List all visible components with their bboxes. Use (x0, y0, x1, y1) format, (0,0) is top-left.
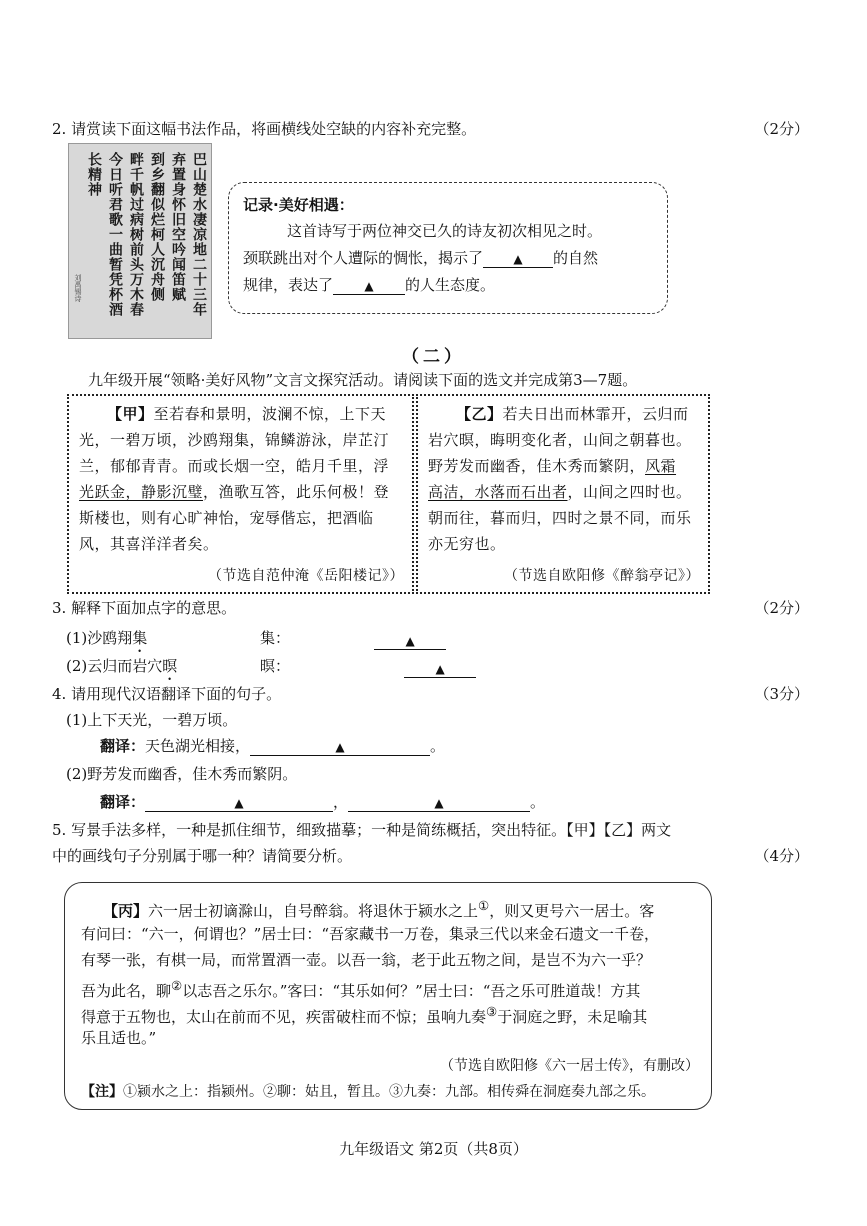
yi-line (428, 402, 700, 426)
jia-line: 兰，郁郁青青。而或长烟一空，皓月千里，浮 (79, 457, 390, 475)
q4-sentence-1: (1)上下天光，一碧万顷。 (66, 711, 238, 729)
q3-item-key: 暝： (260, 657, 291, 675)
bing-text: 得意于五物也，太山在前而不见，疾雷破柱而不惊；虽响九奏 (81, 1008, 487, 1026)
yi-line (428, 454, 700, 478)
bing-notes (81, 1079, 699, 1105)
translation-given: 天色湖光相接， (145, 737, 251, 755)
bing-line (81, 999, 699, 1025)
answer-blank[interactable] (483, 249, 553, 268)
q3-item (66, 627, 809, 649)
yi-line: 岩穴暝，晦明变化者，山间之朝暮也。 (428, 431, 692, 449)
record-box (228, 182, 668, 314)
triangle-marker-icon: ▲ (405, 634, 415, 648)
yi-source: （节选自欧阳修《醉翁亭记》） (504, 568, 700, 584)
translation-label: 翻译： (100, 737, 146, 755)
jia-source: （节选自范仲淹《岳阳楼记》） (208, 568, 404, 584)
q4-translation-2 (100, 791, 809, 813)
yi-text: 若夫日出而林霏开，云归而 (502, 405, 689, 423)
jia-line (79, 480, 404, 504)
triangle-marker-icon: ▲ (234, 796, 244, 810)
record-line-3-end: 的人生态度。 (405, 276, 496, 294)
jia-line: 光，一碧万顷，沙鸥翔集，锦鳞游泳，岸芷汀 (79, 431, 390, 449)
yi-underlined-sentence: 风霜 (645, 457, 677, 475)
jia-text: 至若春和景明，波澜不惊，上下天 (153, 405, 387, 423)
answer-blank[interactable] (145, 793, 333, 812)
q3-item-key: 集： (260, 629, 291, 647)
q3-text: 3. 解释下面加点字的意思。 (52, 599, 237, 617)
translation-comma: ， (333, 793, 349, 811)
passage-bing (64, 882, 712, 1110)
answer-blank[interactable] (333, 276, 405, 295)
bing-label: 【丙】 (103, 902, 149, 920)
page-footer: 九年级语文 第2页（共8页） (339, 1140, 528, 1158)
jia-text: ，渔歌互答，此乐何极！登 (203, 483, 390, 501)
jia-line (79, 402, 404, 426)
calligraphy-signature: 刘禹锡诗 (74, 274, 82, 302)
footnote-marker: ③ (486, 1004, 498, 1019)
calligraphy-column: 巴山楚水凄凉地二十三年 (191, 152, 207, 317)
record-line-3-start: 规律，表达了 (243, 276, 334, 294)
triangle-marker-icon: ▲ (335, 740, 345, 754)
calligraphy-column: 弃置身怀旧空吟闻笛赋 (170, 152, 186, 302)
bing-text: 吾为此名，聊 (81, 982, 172, 1000)
passage-yi (416, 394, 710, 594)
q4-prompt (52, 683, 809, 705)
q3-prompt (52, 597, 809, 619)
yi-text: 野芳发而幽香，佳木秀而繁阴， (428, 457, 646, 475)
answer-blank[interactable] (404, 659, 476, 678)
bing-text: ，则又更号六一居士。客 (489, 902, 655, 920)
record-line-2-end: 的自然 (553, 249, 599, 267)
note-label: 【注】 (81, 1084, 123, 1100)
jia-line: 斯楼也，则有心旷神怡，宠辱偕忘，把酒临 (79, 509, 374, 527)
calligraphy-artwork (68, 143, 212, 339)
record-line-2 (243, 246, 657, 270)
triangle-marker-icon: ▲ (434, 796, 444, 810)
q3-item-num: (2) (66, 657, 88, 675)
calligraphy-column: 畔千帆过病树前头万木春 (128, 152, 144, 317)
q2-text: 2. 请赏读下面这幅书法作品，将画横线处空缺的内容补充完整。 (52, 120, 477, 138)
answer-blank[interactable] (374, 631, 446, 650)
q3-points: （2分） (754, 599, 809, 617)
yi-line: 朝而往，暮而归，四时之景不同，而乐 (428, 509, 692, 527)
q4-points: （3分） (754, 685, 809, 703)
translation-end: 。 (430, 737, 446, 755)
calligraphy-column: 到乡翻似烂柯人沉舟侧 (149, 152, 165, 302)
q5-points: （4分） (754, 847, 809, 865)
triangle-marker-icon: ▲ (364, 279, 374, 293)
bing-line (81, 893, 699, 919)
triangle-marker-icon: ▲ (513, 252, 523, 266)
answer-blank[interactable] (348, 793, 530, 812)
q5-text: 中的画线句子分别属于哪一种？请简要分析。 (52, 847, 353, 865)
triangle-marker-icon: ▲ (435, 662, 445, 676)
answer-blank[interactable] (250, 737, 430, 756)
yi-underlined-sentence: 高洁，水落而石出者 (428, 483, 568, 501)
record-title-line (243, 193, 657, 217)
bing-line: 有琴一张，有棋一局，而常置酒一壶。以吾一翁，老于此五物之间，是岂不为六一乎？ (81, 951, 652, 969)
calligraphy-column: 今日听君歌一曲暂凭杯酒 (107, 152, 123, 317)
q3-item-phrase: 沙鸥翔 (87, 629, 133, 647)
q4-sentence-2: (2)野芳发而幽香，佳木秀而繁阴。 (66, 765, 298, 783)
record-title: 记录·美好相遇： (243, 196, 354, 214)
bing-text: 于洞庭之野，未足喻其 (497, 1008, 648, 1026)
bing-line: 有问曰：“六一，何谓也？”居士曰：“吾家藏书一万卷，集录三代以来金石遗文一千卷， (81, 925, 660, 943)
record-line-3 (243, 273, 657, 297)
q5-line-2 (52, 845, 809, 867)
yi-text: ，山间之四时也。 (567, 483, 692, 501)
footnote-marker: ① (478, 898, 490, 913)
q4-translation-1 (100, 735, 809, 757)
q3-item-phrase: 云归而岩穴 (87, 657, 163, 675)
record-line-2-start: 颈联跳出对个人遭际的惆怅，揭示了 (243, 249, 484, 267)
calligraphy-column: 长精神 (86, 152, 102, 197)
q2-prompt (52, 118, 809, 140)
record-line-1: 这首诗写于两位神交已久的诗友初次相见之时。 (287, 222, 603, 240)
translation-end: 。 (530, 793, 546, 811)
jia-label: 【甲】 (107, 405, 154, 423)
bing-text: 以志吾之乐尔。”客曰：“其乐如何？”居士曰：“吾之乐可胜道哉！方其 (182, 982, 641, 1000)
translation-label: 翻译： (100, 793, 146, 811)
bing-line (81, 973, 699, 999)
q3-item-num: (1) (66, 629, 88, 647)
yi-line: 亦无穷也。 (428, 535, 506, 553)
passage-jia (67, 394, 414, 594)
q3-item (66, 655, 809, 677)
bing-text: 六一居士初谪滁山，自号醉翁。将退休于颍水之上 (148, 902, 479, 920)
q3-dotted-char: 暝 (162, 657, 178, 675)
bing-line: 乐且适也。” (81, 1029, 157, 1047)
note-text: ①颍水之上：指颍州。②聊：姑且，暂且。③九奏：九部。相传舜在洞庭奏九部之乐。 (123, 1084, 655, 1100)
q3-dotted-char: 集 (132, 629, 148, 647)
q4-text: 4. 请用现代汉语翻译下面的句子。 (52, 685, 282, 703)
q2-points: （2分） (754, 120, 809, 138)
yi-label: 【乙】 (456, 405, 503, 423)
section-title: （二） (402, 347, 465, 367)
jia-line: 风，其喜洋洋者矣。 (79, 535, 219, 553)
section-intro: 九年级开展“领略·美好风物”文言文探究活动。请阅读下面的选文并完成第3—7题。 (88, 371, 638, 389)
yi-line (428, 480, 700, 504)
q5-line-1: 5. 写景手法多样，一种是抓住细节，细致描摹；一种是简练概括，突出特征。【甲】【乙】两文 (52, 821, 672, 839)
footnote-marker: ② (171, 978, 183, 993)
bing-source: （节选自欧阳修《六一居士传》，有删改） (440, 1058, 699, 1074)
jia-underlined-sentence: 光跃金，静影沉璧 (79, 483, 204, 501)
